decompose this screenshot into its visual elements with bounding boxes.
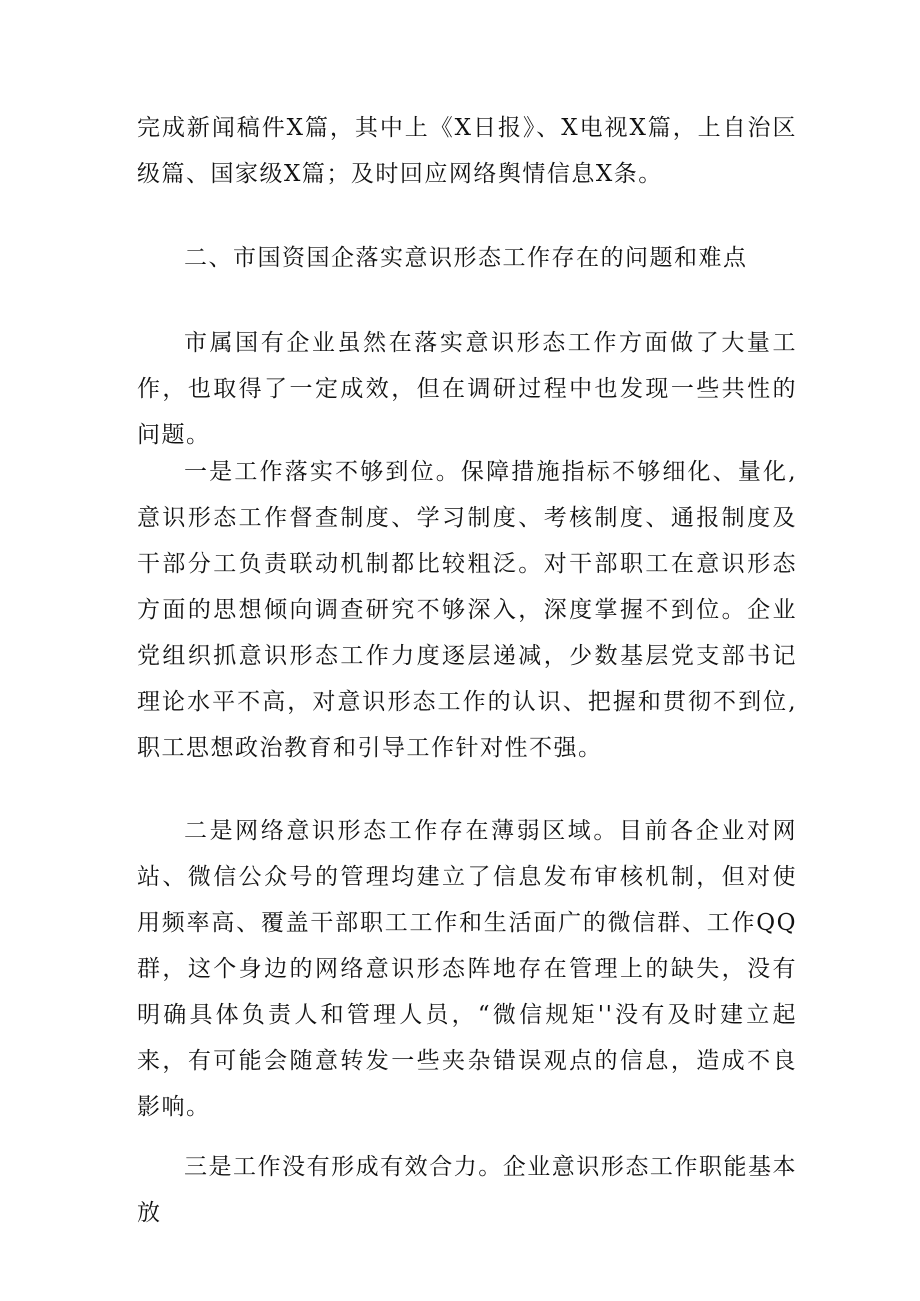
problem-paragraph-2: 二是网络意识形态工作存在薄弱区域。目前各企业对网站、微信公众号的管理均建立了信息发布审核机制，但对使用频率高、覆盖干部职工工作和生活面广的微信群、工作QQ群，这个身边的网络意识形态阵地存在管理上的缺失，没有明确具体负责人和管理人员，“微信规矩''没有及时建立起来，有可能会随意转发一些夹杂错误观点的信息，造成不良影响。 — [137, 818, 797, 1120]
continuation-paragraph: 完成新闻稿件X篇，其中上《X日报》、X电视X篇，上自治区级篇、国家级X篇；及时回应网络舆情信息X条。 — [137, 115, 797, 187]
problem-paragraph-3: 三是工作没有形成有效合力。企业意识形态工作职能基本放 — [137, 1154, 797, 1226]
section-heading: 二、市国资国企落实意识形态工作存在的问题和难点 — [184, 245, 748, 271]
intro-paragraph: 市属国有企业虽然在落实意识形态工作方面做了大量工作，也取得了一定成效，但在调研过程中也发现一些共性的问题。 — [137, 330, 797, 448]
problem-paragraph-1: 一是工作落实不够到位。保障措施指标不够细化、量化,意识形态工作督查制度、学习制度、考核制度、通报制度及干部分工负责联动机制都比较粗泛。对干部职工在意识形态方面的思想倾向调查研究不够深入，深度掌握不到位。企业党组织抓意识形态工作力度逐层递减，少数基层党支部书记理论水平不高，对意识形态工作的认识、把握和贯彻不到位,职工思想政治教育和引导工作针对性不强。 — [137, 459, 797, 761]
